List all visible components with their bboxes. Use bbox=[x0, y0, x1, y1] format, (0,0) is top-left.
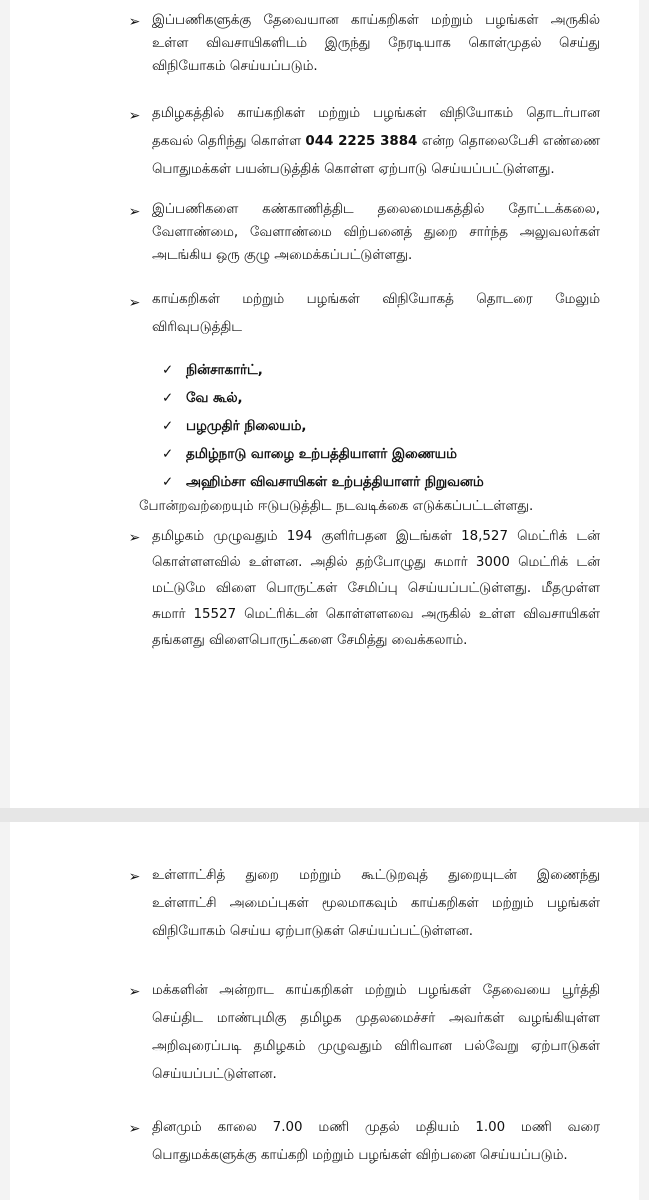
text-line: தகவல் தெரிந்து கொள்ள 044 2225 3884 என்ற தொலைபேசி எண்ணை bbox=[152, 134, 601, 149]
paragraph-local-bodies bbox=[152, 862, 600, 946]
arrow-bullet-icon: ➢ bbox=[128, 1120, 141, 1137]
arrow-bullet-icon: ➢ bbox=[128, 294, 141, 311]
text-line: பொதுமக்களுக்கு காய்கறி மற்றும் பழங்கள் விற்பனை செய்யப்படும். bbox=[152, 1148, 568, 1163]
text-line: இப்பணிகளை கண்காணித்திட தலைமையகத்தில் தோட்டக்கலை, bbox=[152, 202, 600, 217]
paragraph-monitoring-committee bbox=[152, 198, 600, 267]
text-line: காய்கறிகள் மற்றும் பழங்கள் விநியோகத் தொடரை மேலும் bbox=[152, 292, 600, 307]
arrow-bullet-icon: ➢ bbox=[128, 107, 141, 124]
text-line: கொள்ளளவில் உள்ளன. அதில் தற்போழுது சுமார் 3000 மெட்ரிக் டன் bbox=[152, 555, 600, 570]
text-line: தமிழகத்தில் காய்கறிகள் மற்றும் பழங்கள் விநியோகம் தொடர்பான bbox=[152, 106, 600, 121]
check-icon: ✓ bbox=[162, 447, 174, 462]
checklist-followup-text: போன்றவற்றையும் ஈடுபடுத்திட நடவடிக்கை எடுக்கப்பட்டள்ளது. bbox=[139, 499, 534, 514]
arrow-bullet-icon: ➢ bbox=[128, 203, 141, 220]
check-icon: ✓ bbox=[162, 475, 174, 490]
text-line: இப்பணிகளுக்கு தேவையான காய்கறிகள் மற்றும் பழங்கள் அருகில் bbox=[152, 13, 600, 28]
page-separator bbox=[0, 808, 649, 822]
paragraph-expansion bbox=[152, 286, 600, 342]
text-line: அடங்கிய ஒரு குழு அமைக்கப்பட்டுள்ளது. bbox=[152, 248, 413, 263]
document-page-1 bbox=[10, 0, 639, 808]
document-page-2 bbox=[10, 822, 639, 1200]
text-line: தமிழகம் முழுவதும் 194 குளிர்பதன இடங்கள் 18,527 மெட்ரிக் டன் bbox=[152, 529, 600, 544]
text-line: மட்டுமே விளை பொருட்கள் சேமிப்பு செய்யப்பட்டுள்ளது. மீதமுள்ள bbox=[152, 581, 600, 596]
list-item: ✓ தமிழ்நாடு வாழை உற்பத்தியாளர் இணையம் bbox=[162, 441, 484, 469]
text-line: செய்யப்பட்டுள்ளன. bbox=[152, 1067, 277, 1082]
check-icon: ✓ bbox=[162, 391, 174, 406]
arrow-bullet-icon: ➢ bbox=[128, 13, 141, 30]
text-line: செய்திட மாண்புமிகு தமிழக முதலமைச்சர் அவர்கள் வழங்கியுள்ள bbox=[152, 1011, 600, 1026]
text-line: உள்ளாட்சி அமைப்புகள் மூலமாகவும் காய்கறிகள் மற்றும் பழங்கள் bbox=[152, 896, 600, 911]
text-line: சுமார் 15527 மெட்ரிக்டன் கொள்ளளவை அருகில் உள்ள விவசாயிகள் bbox=[152, 607, 601, 622]
list-item: ✓ பழமுதிர் நிலையம், bbox=[162, 413, 484, 441]
text-line: பொதுமக்கள் பயன்படுத்திக் கொள்ள ஏற்பாடு செய்யப்பட்டுள்ளது. bbox=[152, 162, 555, 177]
text-line: விநியோகம் செய்ய ஏற்பாடுகள் செய்யப்பட்டுள்ளன. bbox=[152, 924, 474, 939]
text-line: அறிவுரைப்படி தமிழகம் முழுவதும் விரிவான பல்வேறு ஏற்பாடுகள் bbox=[152, 1039, 600, 1054]
text-line: உள்ளாட்சித் துறை மற்றும் கூட்டுறவுத் துறையுடன் இணைந்து bbox=[152, 868, 600, 883]
paragraph-cm-arrangements bbox=[152, 977, 600, 1089]
arrow-bullet-icon: ➢ bbox=[128, 868, 141, 885]
text-line: விரிவுபடுத்திட bbox=[152, 320, 242, 335]
phone-number: 044 2225 3884 bbox=[305, 134, 418, 149]
paragraph-helpline bbox=[152, 100, 600, 184]
paragraph-procurement bbox=[152, 9, 600, 78]
text-line: உள்ள விவசாயிகளிடம் இருந்து நேரடியாக கொள்முதல் செய்து bbox=[152, 36, 600, 51]
text-line: வேளாண்மை, வேளாண்மை விற்பனைத் துறை சார்ந்த அலுவலர்கள் bbox=[152, 225, 600, 240]
partner-checklist bbox=[162, 357, 484, 497]
text-line: தினமும் காலை 7.00 மணி முதல் மதியம் 1.00 மணி வரை bbox=[152, 1120, 600, 1135]
check-icon: ✓ bbox=[162, 419, 174, 434]
list-item: ✓ அஹிம்சா விவசாயிகள் உற்பத்தியாளர் நிறுவனம் bbox=[162, 469, 484, 497]
paragraph-sales-timing bbox=[152, 1114, 600, 1170]
text-line: விநியோகம் செய்யப்படும். bbox=[152, 59, 318, 74]
check-icon: ✓ bbox=[162, 363, 174, 378]
text-line: மக்களின் அன்றாட காய்கறிகள் மற்றும் பழங்கள் தேவையை பூர்த்தி bbox=[152, 983, 600, 998]
arrow-bullet-icon: ➢ bbox=[128, 983, 141, 1000]
text-line: தங்களது விளைபொருட்களை சேமித்து வைக்கலாம். bbox=[152, 633, 468, 648]
paragraph-cold-storage bbox=[152, 524, 600, 654]
list-item: ✓ வே கூல், bbox=[162, 385, 484, 413]
arrow-bullet-icon: ➢ bbox=[128, 529, 141, 546]
list-item: ✓ நின்சாகார்ட், bbox=[162, 357, 484, 385]
